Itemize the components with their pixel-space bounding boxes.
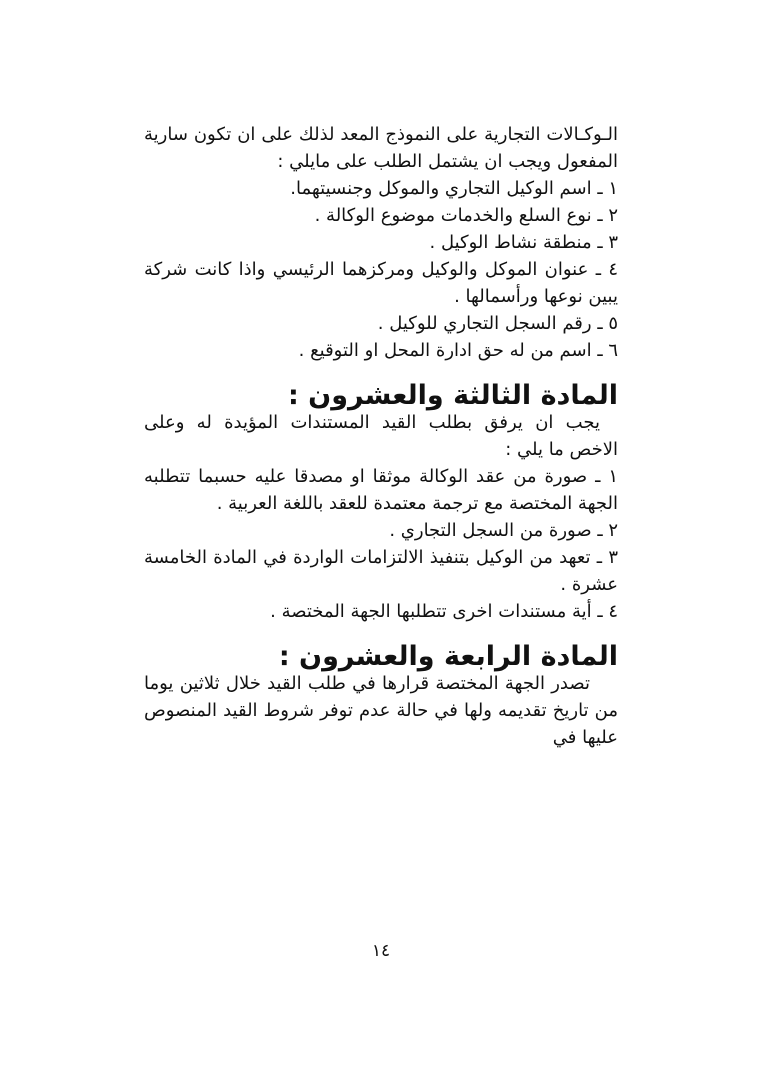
article-24-paragraph: تصدر الجهة المختصة قرارها في طلب القيد خلال ثلاثين يوما من تاريخ تقديمه ولها في حالة عدم توفر شروط القيد المنصوص عليها في (144, 673, 618, 748)
list-item: ٥ ـ رقم السجل التجاري للوكيل . (377, 313, 618, 334)
list-item: ٦ ـ اسم من له حق ادارة المحل او التوقيع . (298, 340, 618, 361)
list-item: ٢ ـ نوع السلع والخدمات موضوع الوكالة . (314, 205, 618, 226)
article-23-paragraph: يجب ان يرفق بطلب القيد المستندات المؤيدة له وعلى الاخص ما يلي : (144, 412, 618, 460)
list-item: ٤ ـ عنوان الموكل والوكيل ومركزهما الرئيسي واذا كانت شركة يبين نوعها ورأسمالها . (144, 259, 618, 307)
list-item: ٢ ـ صورة من السجل التجاري . (389, 520, 618, 541)
article-23-heading: المادة الثالثة والعشرون : (287, 380, 618, 411)
document-text-block (144, 121, 618, 751)
article-23-documents-list (144, 463, 618, 625)
list-item: ١ ـ اسم الوكيل التجاري والموكل وجنسيتهما. (290, 178, 618, 199)
page-number: ١٤ (371, 941, 391, 961)
intro-paragraph: الـوكـالات التجارية على النموذج المعد لذلك على ان تكون سارية المفعول ويجب ان يشتمل الطلب على مايلي : (144, 124, 618, 172)
list-item: ١ ـ صورة من عقد الوكالة موثقا او مصدقا عليه حسبما تتطلبه الجهة المختصة مع ترجمة معتمدة للعقد باللغة العربية . (144, 466, 618, 514)
article-24-heading: المادة الرابعة والعشرون : (278, 641, 618, 672)
application-requirements-list (144, 175, 618, 364)
list-item: ٣ ـ منطقة نشاط الوكيل . (429, 232, 618, 253)
list-item: ٣ ـ تعهد من الوكيل بتنفيذ الالتزامات الواردة في المادة الخامسة عشرة . (144, 547, 618, 595)
list-item: ٤ ـ أية مستندات اخرى تتطلبها الجهة المختصة . (270, 601, 618, 622)
